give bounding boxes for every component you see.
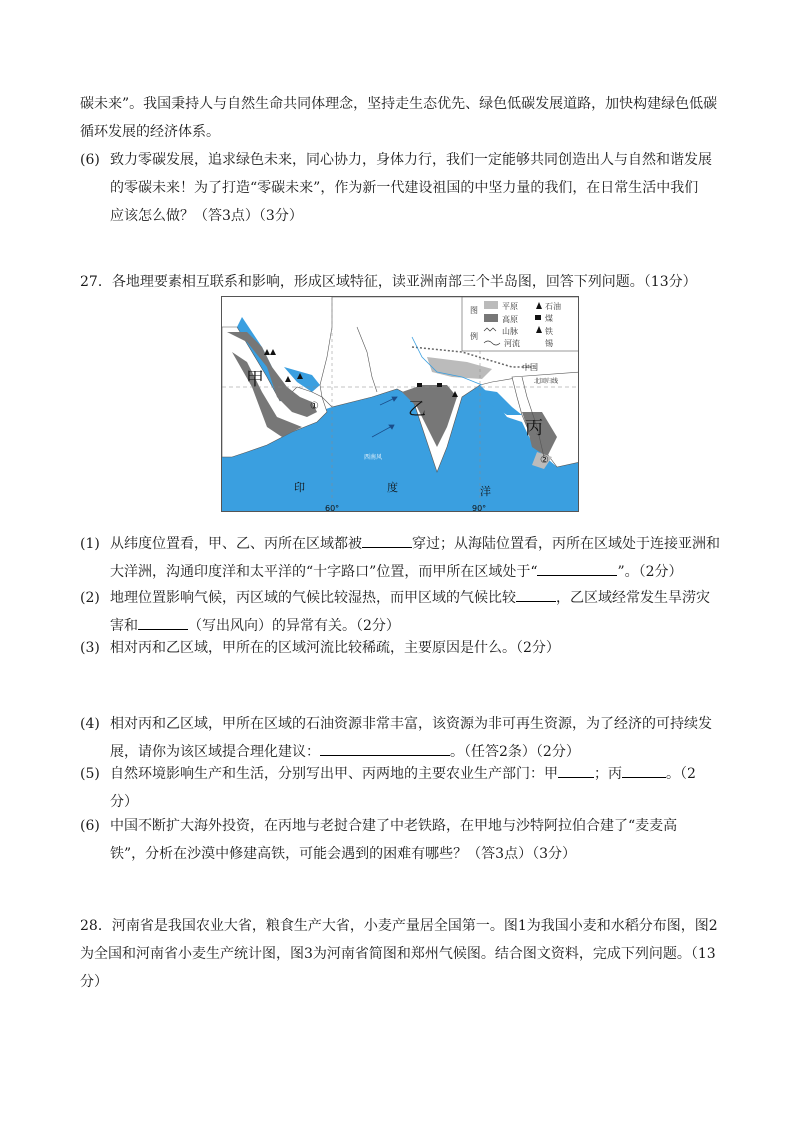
label-lon60: 60° (325, 504, 340, 512)
q27-sub6-text-a: 中国不断扩大海外投资，在丙地与老挝合建了中老铁路，在甲地与沙特阿拉伯合建了“麦麦高 (110, 818, 678, 834)
q27-sub5 (80, 760, 720, 816)
answer-blank-6[interactable] (558, 763, 594, 778)
q27-sub1-text-b: 穿过；从海陆位置看，丙所在区域处于连接亚洲和 (412, 536, 720, 552)
label-yi: 乙 (408, 399, 426, 420)
q26-sub6 (80, 146, 720, 230)
answer-blank-4[interactable] (138, 615, 188, 630)
q27-sub1-text-d: ”。（2分） (617, 564, 683, 580)
q27-sub2-text-b: ，乙区域经常发生旱涝灾 (556, 590, 710, 606)
q26-sub6-line3: 应该怎么做？（答3点）（3分） (110, 208, 303, 224)
q27-sub5-text-d: 分） (110, 794, 138, 810)
label-lon90: 90° (472, 504, 487, 512)
legend-oil: 石油 (545, 302, 561, 311)
label-tropic: 北回归线 (534, 378, 559, 385)
map-legend (462, 297, 579, 351)
q27-sub2-text-c: 害和 (110, 618, 138, 634)
label-jia: 甲 (246, 369, 264, 390)
q27-sub5-number: (5) (80, 766, 100, 782)
q27-sub2-number: (2) (80, 590, 100, 606)
legend-plain: 平原 (502, 302, 518, 311)
q27-sub3 (80, 634, 720, 662)
legend-plateau: 高原 (502, 315, 518, 324)
q27-sub4-text-a: 相对丙和乙区域，甲所在区域的石油资源非常丰富，该资源为非可再生资源，为了经济的可持续发 (110, 716, 712, 732)
legend-title-2: 例 (470, 332, 478, 341)
q28-paragraph (80, 912, 720, 996)
q26-sub6-line2: 的零碳未来！为了打造“零碳未来”，作为新一代建设祖国的中坚力量的我们，在日常生活中我们 (110, 180, 699, 196)
q26-sub6-number: (6) (80, 152, 100, 168)
q27-sub5-text-a: 自然环境影响生产和生活，分别写出甲、丙两地的主要农业生产部门：甲 (110, 766, 558, 782)
intro-paragraph (80, 90, 720, 146)
answer-blank-3[interactable] (516, 587, 556, 602)
q28-line2: 为全国和河南省小麦生产统计图，图3为河南省简图和郑州气候图。结合图文资料，完成下列问题。（13 (80, 946, 716, 962)
legend-mountain: 山脉 (502, 327, 518, 336)
q26-sub6-line1: 致力零碳发展，追求绿色未来，同心协力，身体力行，我们一定能够共同创造出人与自然和谐发展 (110, 152, 712, 168)
legend-tin: 锡 (545, 339, 553, 348)
label-bing: 丙 (525, 418, 543, 439)
legend-title-1: 图 (470, 306, 478, 315)
q27-sub4-text-c: 。（任答2条）（2分） (450, 744, 580, 760)
q27-sub3-number: (3) (80, 640, 100, 656)
south-asia-peninsula-map (221, 296, 579, 512)
q27-sub6-number: (6) (80, 818, 100, 834)
q27-sub3-text-a: 相对丙和乙区域，甲所在的区域河流比较稀疏，主要原因是什么。（2分） (110, 640, 560, 656)
q27-sub2 (80, 584, 720, 640)
q27-sub5-text-b: ；丙 (594, 766, 622, 782)
answer-blank-1[interactable] (362, 533, 412, 548)
legend-iron: 铁 (545, 327, 553, 336)
q27-sub4-number: (4) (80, 716, 100, 732)
q27-sub1 (80, 530, 720, 586)
answer-blank-7[interactable] (622, 763, 666, 778)
q28-line3: 分） (80, 974, 108, 990)
q27-sub2-text-a: 地理位置影响气候，丙区域的气候比较湿热，而甲区域的气候比较 (110, 590, 516, 606)
q27-sub6 (80, 812, 720, 868)
q27-sub4 (80, 710, 720, 766)
legend-coal: 煤 (545, 314, 553, 323)
answer-blank-2[interactable] (537, 561, 617, 576)
label-circle-1: ① (310, 401, 319, 412)
q27-sub1-text-a: 从纬度位置看，甲、乙、丙所在区域都被 (110, 536, 362, 552)
label-circle-2: ② (540, 455, 549, 466)
q27-sub6-text-b: 铁”，分析在沙漠中修建高铁，可能会遇到的困难有哪些？（答3点）（3分） (110, 846, 576, 862)
ocean-label-2: 度 (387, 481, 398, 494)
legend-river: 河流 (504, 339, 520, 348)
q27-sub1-text-c: 大洋洲，沟通印度洋和太平洋的“十字路口”位置，而甲所在区域处于“ (110, 564, 538, 580)
ocean-label-3: 洋 (480, 485, 491, 498)
q27-sub5-text-c: 。（2 (666, 766, 696, 782)
intro-line2: 循环发展的经济体系。 (80, 124, 220, 140)
q27-sub2-text-d: （写出风向）的异常有关。（2分） (188, 618, 400, 634)
q28-line1: 28．河南省是我国农业大省，粮食生产大省，小麦产量居全国第一。图1为我国小麦和水稻分布图，图2 (80, 918, 718, 934)
label-china: 中国 (522, 363, 538, 372)
label-monsoon: 西南风 (364, 454, 383, 461)
ocean-label-1: 印 (294, 481, 305, 494)
q27-title: 27．各地理要素相互联系和影响，形成区域特征，读亚洲南部三个半岛图，回答下列问题。（13分） (80, 274, 697, 290)
q27-sub1-number: (1) (80, 536, 100, 552)
intro-line1: 碳未来”。我国秉持人与自然生命共同体理念，坚持走生态优先、绿色低碳发展道路，加快构建绿色低碳 (80, 96, 718, 112)
answer-blank-5[interactable] (320, 741, 450, 756)
q27-sub4-text-b: 展，请你为该区域提合理化建议： (110, 744, 320, 760)
